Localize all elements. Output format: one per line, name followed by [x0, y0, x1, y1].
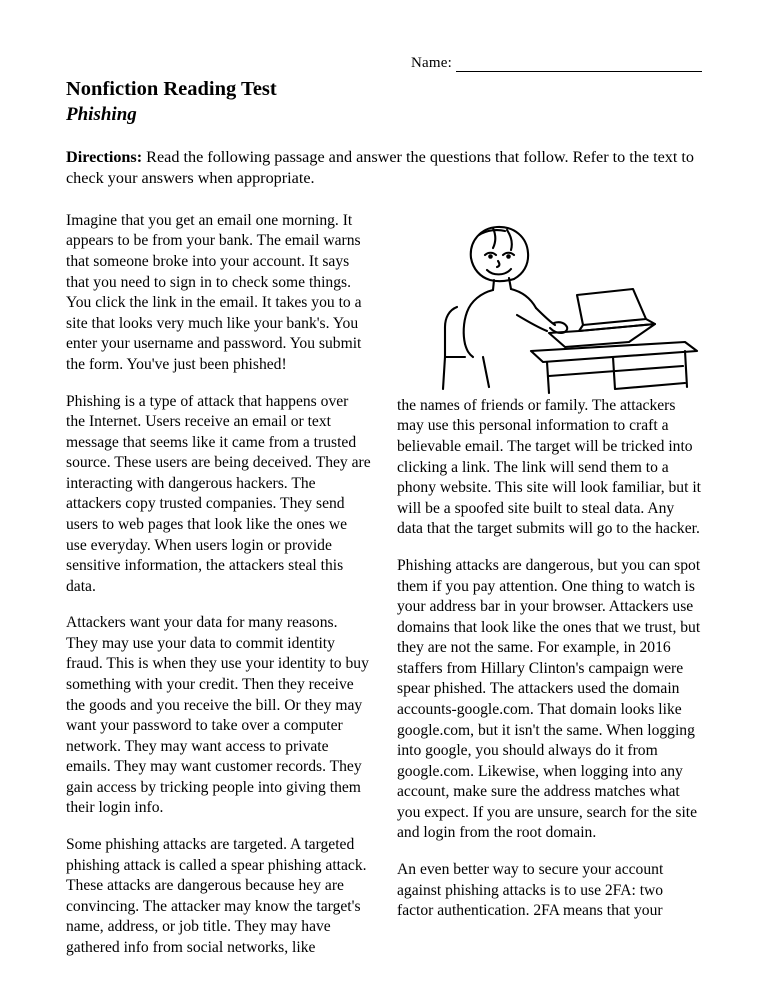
- person-at-laptop-illustration: [397, 211, 702, 396]
- page-title: Nonfiction Reading Test: [66, 78, 277, 100]
- paragraph: Imagine that you get an email one morning. It appears to be from your bank. The email warns that someone broke into your account. It says that you need to sign in to check some things. You click the link in the email. It takes you to a site that looks very much like your bank's. You enter your username and password. You submit the form. You've just been phished!: [66, 211, 362, 373]
- paragraph: Phishing is a type of attack that happens over the Internet. Users receive an email or text message that seems like it came from a trusted source. These users are being deceived. They are interacting with dangerous hackers. The attackers copy trusted companies. They send users to web pages that look like the ones we use everyday. When users login or provide sensitive information, the attackers steal this data.: [66, 392, 371, 595]
- name-field-row: [66, 48, 702, 72]
- name-blank-line[interactable]: [456, 56, 702, 72]
- name-label: Name:: [411, 55, 452, 71]
- passage-content: [66, 211, 702, 975]
- paragraph: Attackers want your data for many reasons. They may use your data to commit identity fraud. This is when they use your identity to buy something with your credit. Then they receive the goods and you receive the bill. Or they may want your password to take over a computer network. They may want access to private emails. They may want customer records. They gain access by tricking people into giving them their login info.: [66, 614, 369, 817]
- paragraph: An even better way to secure your account against phishing attacks is to use 2FA: two factor authentication. 2FA means that your: [397, 861, 664, 920]
- page-subtitle: Phishing: [66, 103, 137, 125]
- directions-label: Directions:: [66, 148, 143, 167]
- paragraph: Some phishing attacks are targeted. A targeted phishing attack is called a spear phishing attack. These attacks are dangerous because hey are convincing. The attacker may know the target's name, address, or job title. They may have gathered info from social networks, like: [66, 836, 367, 956]
- paragraph: Phishing attacks are dangerous, but you can spot them if you pay attention. One thing to watch is your address bar in your browser. Attackers use domains that look like the ones that we trust, but they are not the same. For example, in 2016 staffers from Hillary Clinton's campaign were spear phished. The attackers used the domain accounts-google.com. That domain looks like google.com, but it isn't the same. When logging into google, you should always do it from google.com. Likewise, when logging into any account, make sure the address matches what you expect. If you are unsure, search for the site and login from the root domain.: [397, 556, 701, 842]
- directions-text: Read the following passage and answer the questions that follow. Refer to the text to check your answers when appropriate.: [66, 148, 695, 188]
- directions-paragraph: [66, 147, 702, 188]
- paragraph: the names of friends or family. The attackers may use this personal information to craft a believable email. The target will be tricked into clicking a link. The link will send them to a phony website. This site will look familiar, but it will be a spoofed site built to steal data. Any data that the target submits will go to the hacker.: [397, 396, 702, 538]
- passage-left-column: [66, 211, 371, 975]
